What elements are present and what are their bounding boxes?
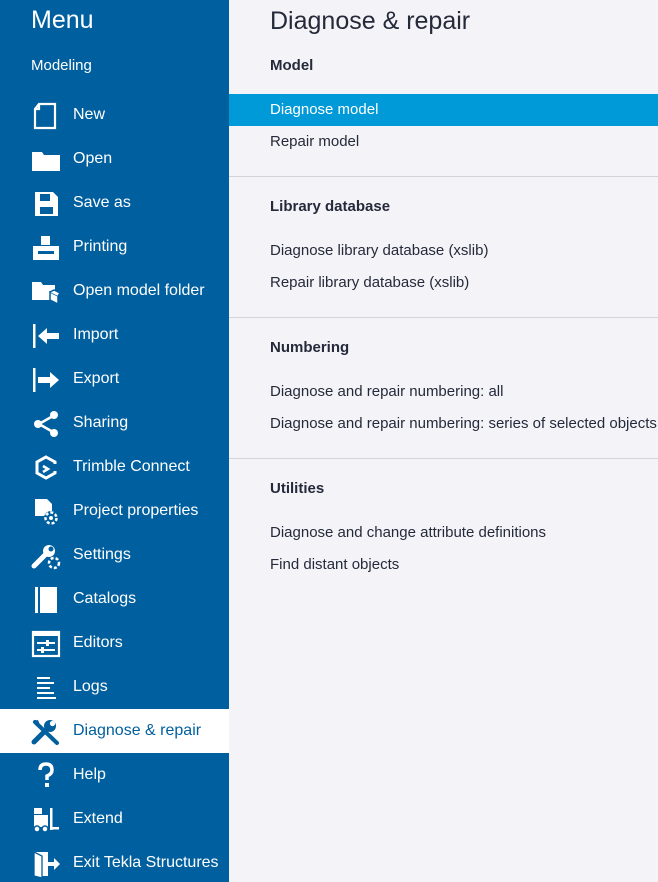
help-icon — [31, 762, 61, 790]
option-label: Diagnose library database (xslib) — [270, 242, 489, 259]
sidebar-item-label: Logs — [73, 678, 108, 695]
sidebar-item-trimble-connect[interactable] — [0, 445, 229, 489]
sidebar-item-logs[interactable] — [0, 665, 229, 709]
option-label: Diagnose and change attribute definitions — [270, 524, 547, 541]
editors-sliders-icon — [31, 630, 61, 658]
option-label: Diagnose model — [270, 101, 379, 118]
logs-icon — [31, 674, 61, 702]
menu-title: Menu — [31, 6, 94, 34]
sidebar-item-label: Settings — [73, 546, 131, 563]
option-repair-model[interactable] — [229, 126, 658, 158]
option-diagnose-model[interactable] — [229, 94, 658, 126]
sidebar-item-settings[interactable] — [0, 533, 229, 577]
sidebar-item-editors[interactable] — [0, 621, 229, 665]
sidebar-item-exit[interactable] — [0, 841, 229, 882]
sidebar-item-catalogs[interactable] — [0, 577, 229, 621]
folder-icon — [31, 146, 61, 174]
export-icon — [31, 366, 61, 394]
sidebar-item-label: Editors — [73, 634, 123, 651]
sidebar-item-new[interactable] — [0, 93, 229, 137]
sidebar-item-label: Extend — [73, 810, 123, 827]
exit-icon — [31, 850, 61, 878]
sidebar-item-label: Project properties — [73, 502, 199, 519]
sidebar-item-diagnose-repair[interactable] — [0, 709, 229, 753]
option-label: Repair library database (xslib) — [270, 274, 470, 291]
option-diagnose-library-database[interactable] — [229, 235, 658, 267]
model-folder-icon — [31, 278, 61, 306]
option-repair-library-database[interactable] — [229, 267, 658, 299]
sidebar-item-label: Catalogs — [73, 590, 137, 607]
sidebar-item-label: Printing — [73, 238, 128, 255]
sidebar-list — [0, 93, 229, 882]
extend-forklift-icon — [31, 806, 61, 834]
option-diagnose-attribute-definitions[interactable] — [229, 517, 658, 549]
sidebar-item-label: Save as — [73, 194, 131, 211]
sidebar-item-open[interactable] — [0, 137, 229, 181]
sidebar-item-import[interactable] — [0, 313, 229, 357]
sidebar-item-extend[interactable] — [0, 797, 229, 841]
diagnose-repair-icon — [31, 718, 61, 746]
option-label: Diagnose and repair numbering: series of selected objects — [270, 415, 657, 432]
option-numbering-all[interactable] — [229, 376, 658, 408]
sidebar-item-help[interactable] — [0, 753, 229, 797]
option-find-distant-objects[interactable] — [229, 549, 658, 581]
option-label: Repair model — [270, 133, 360, 150]
sidebar-item-open-model-folder[interactable] — [0, 269, 229, 313]
sidebar-item-label: New — [73, 106, 106, 123]
new-file-icon — [31, 102, 61, 130]
settings-wrench-icon — [31, 542, 61, 570]
section-heading-utilities: Utilities — [270, 480, 325, 497]
sidebar-item-label: Trimble Connect — [73, 458, 190, 475]
sidebar-item-label: Open model folder — [73, 282, 205, 299]
main-panel — [229, 0, 658, 882]
sidebar-item-save-as[interactable] — [0, 181, 229, 225]
section-divider — [229, 317, 658, 318]
section-divider — [229, 458, 658, 459]
sidebar-item-label: Import — [73, 326, 119, 343]
sidebar-item-sharing[interactable] — [0, 401, 229, 445]
sidebar-item-project-properties[interactable] — [0, 489, 229, 533]
option-label: Find distant objects — [270, 556, 400, 573]
import-icon — [31, 322, 61, 350]
share-icon — [31, 410, 61, 438]
page-title: Diagnose & repair — [270, 7, 471, 35]
sidebar-item-label: Exit Tekla Structures — [73, 854, 219, 871]
section-heading-library-database: Library database — [270, 198, 391, 215]
sidebar-item-export[interactable] — [0, 357, 229, 401]
sidebar-item-printing[interactable] — [0, 225, 229, 269]
trimble-connect-icon — [31, 454, 61, 482]
option-label: Diagnose and repair numbering: all — [270, 383, 504, 400]
project-properties-icon — [31, 498, 61, 526]
sidebar-item-label: Help — [73, 766, 106, 783]
sidebar-item-label: Sharing — [73, 414, 129, 431]
sidebar-item-label: Export — [73, 370, 120, 387]
option-numbering-selected-series[interactable] — [229, 408, 658, 440]
sidebar-menu — [0, 0, 229, 882]
sidebar-item-label: Diagnose & repair — [73, 722, 202, 739]
printer-icon — [31, 234, 61, 262]
catalog-book-icon — [31, 586, 61, 614]
sidebar-item-label: Open — [73, 150, 113, 167]
modeling-label: Modeling — [31, 57, 92, 74]
save-icon — [31, 190, 61, 218]
section-divider — [229, 176, 658, 177]
section-heading-model: Model — [270, 57, 314, 74]
section-heading-numbering: Numbering — [270, 339, 350, 356]
